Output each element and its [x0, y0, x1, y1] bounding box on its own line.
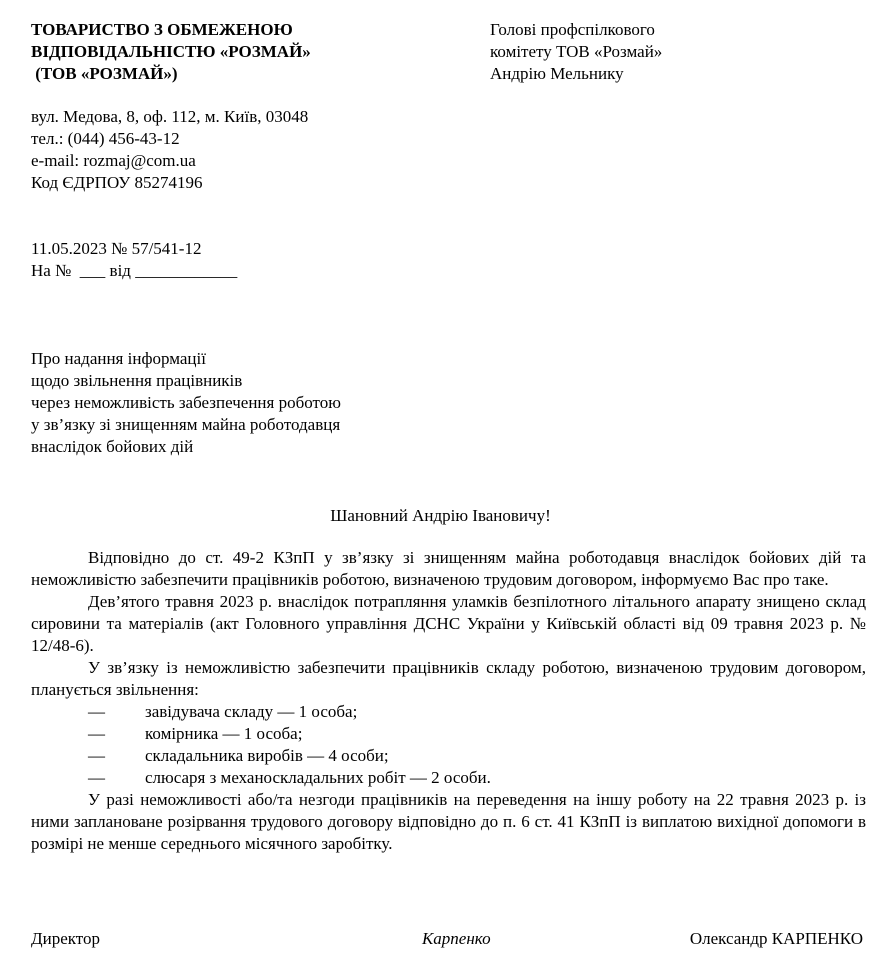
email: e-mail: rozmaj@com.ua [31, 151, 196, 170]
subject-line-2: щодо звільнення працівників [31, 371, 243, 390]
reference-block [31, 238, 237, 282]
list-item-text: складальника виробів — 4 особи; [145, 746, 389, 765]
list-item-text: слюсаря з механоскладальних робіт — 2 особи. [145, 768, 491, 787]
body-paragraph-3: У зв’язку із неможливістю забезпечити працівників складу роботою, визначеною трудовим договором, планується звільнення: [31, 658, 866, 699]
phone: тел.: (044) 456-43-12 [31, 129, 180, 148]
organization-header [31, 19, 451, 85]
recipient-block [490, 19, 850, 85]
outgoing-date-number: 11.05.2023 № 57/541-12 [31, 239, 202, 258]
handwritten-signature: Карпенко [422, 929, 491, 948]
signatory-position: Директор [31, 929, 100, 948]
list-item [31, 767, 866, 789]
recipient-name: Андрію Мельнику [490, 64, 624, 83]
subject-line-1: Про надання інформації [31, 349, 206, 368]
address: вул. Медова, 8, оф. 112, м. Київ, 03048 [31, 107, 309, 126]
organization-name-line-1: ТОВАРИСТВО З ОБМЕЖЕНОЮ [31, 20, 293, 39]
list-dash: — [88, 702, 105, 721]
greeting: Шановний Андрію Івановичу! [330, 506, 551, 525]
list-item [31, 701, 866, 723]
body-paragraph-2: Дев’ятого травня 2023 р. внаслідок потрапляння уламків безпілотного літального апарату знищено склад сировини та матеріалів (акт Головного управління ДСНС України у Київській області від 09 травня 2023 р. № 12/48-6). [31, 592, 866, 655]
recipient-line-2: комітету ТОВ «Розмай» [490, 42, 663, 61]
signatory-name: Олександр КАРПЕНКО [689, 929, 863, 948]
contacts-block [31, 106, 308, 194]
organization-name-line-2: ВІДПОВІДАЛЬНІСТЮ «РОЗМАЙ» [31, 42, 311, 61]
subject-line-3: через неможливість забезпечення роботою [31, 393, 341, 412]
list-dash: — [88, 768, 105, 787]
reply-reference: На № ___ від ____________ [31, 261, 238, 280]
list-dash: — [88, 724, 105, 743]
letter-body [31, 547, 866, 855]
list-item-text: комірника — 1 особа; [145, 724, 303, 743]
list-item [31, 723, 866, 745]
list-dash: — [88, 746, 105, 765]
subject-line-5: внаслідок бойових дій [31, 437, 194, 456]
organization-short-name: (ТОВ «РОЗМАЙ») [31, 64, 178, 83]
edrpou-code: Код ЄДРПОУ 85274196 [31, 173, 203, 192]
list-item [31, 745, 866, 767]
recipient-line-1: Голові профспілкового [490, 20, 655, 39]
list-item-text: завідувача складу — 1 особа; [145, 702, 358, 721]
dismissal-list [31, 701, 866, 789]
subject-line-4: у зв’язку зі знищенням майна роботодавця [31, 415, 341, 434]
body-paragraph-1: Відповідно до ст. 49-2 КЗпП у зв’язку зі знищенням майна роботодавця внаслідок бойових дій та неможливістю забезпечити працівників роботою, визначеною трудовим договором, інформуємо Вас про таке. [31, 548, 866, 589]
body-paragraph-4: У разі неможливості або/та незгоди працівників на переведення на іншу роботу на 22 травня 2023 р. із ними заплановане розірвання трудового договору відповідно до п. 6 ст. 41 КЗпП із виплатою вихідної допомоги в розмірі не менше середнього місячного заробітку. [31, 790, 866, 853]
subject-block [31, 348, 341, 458]
